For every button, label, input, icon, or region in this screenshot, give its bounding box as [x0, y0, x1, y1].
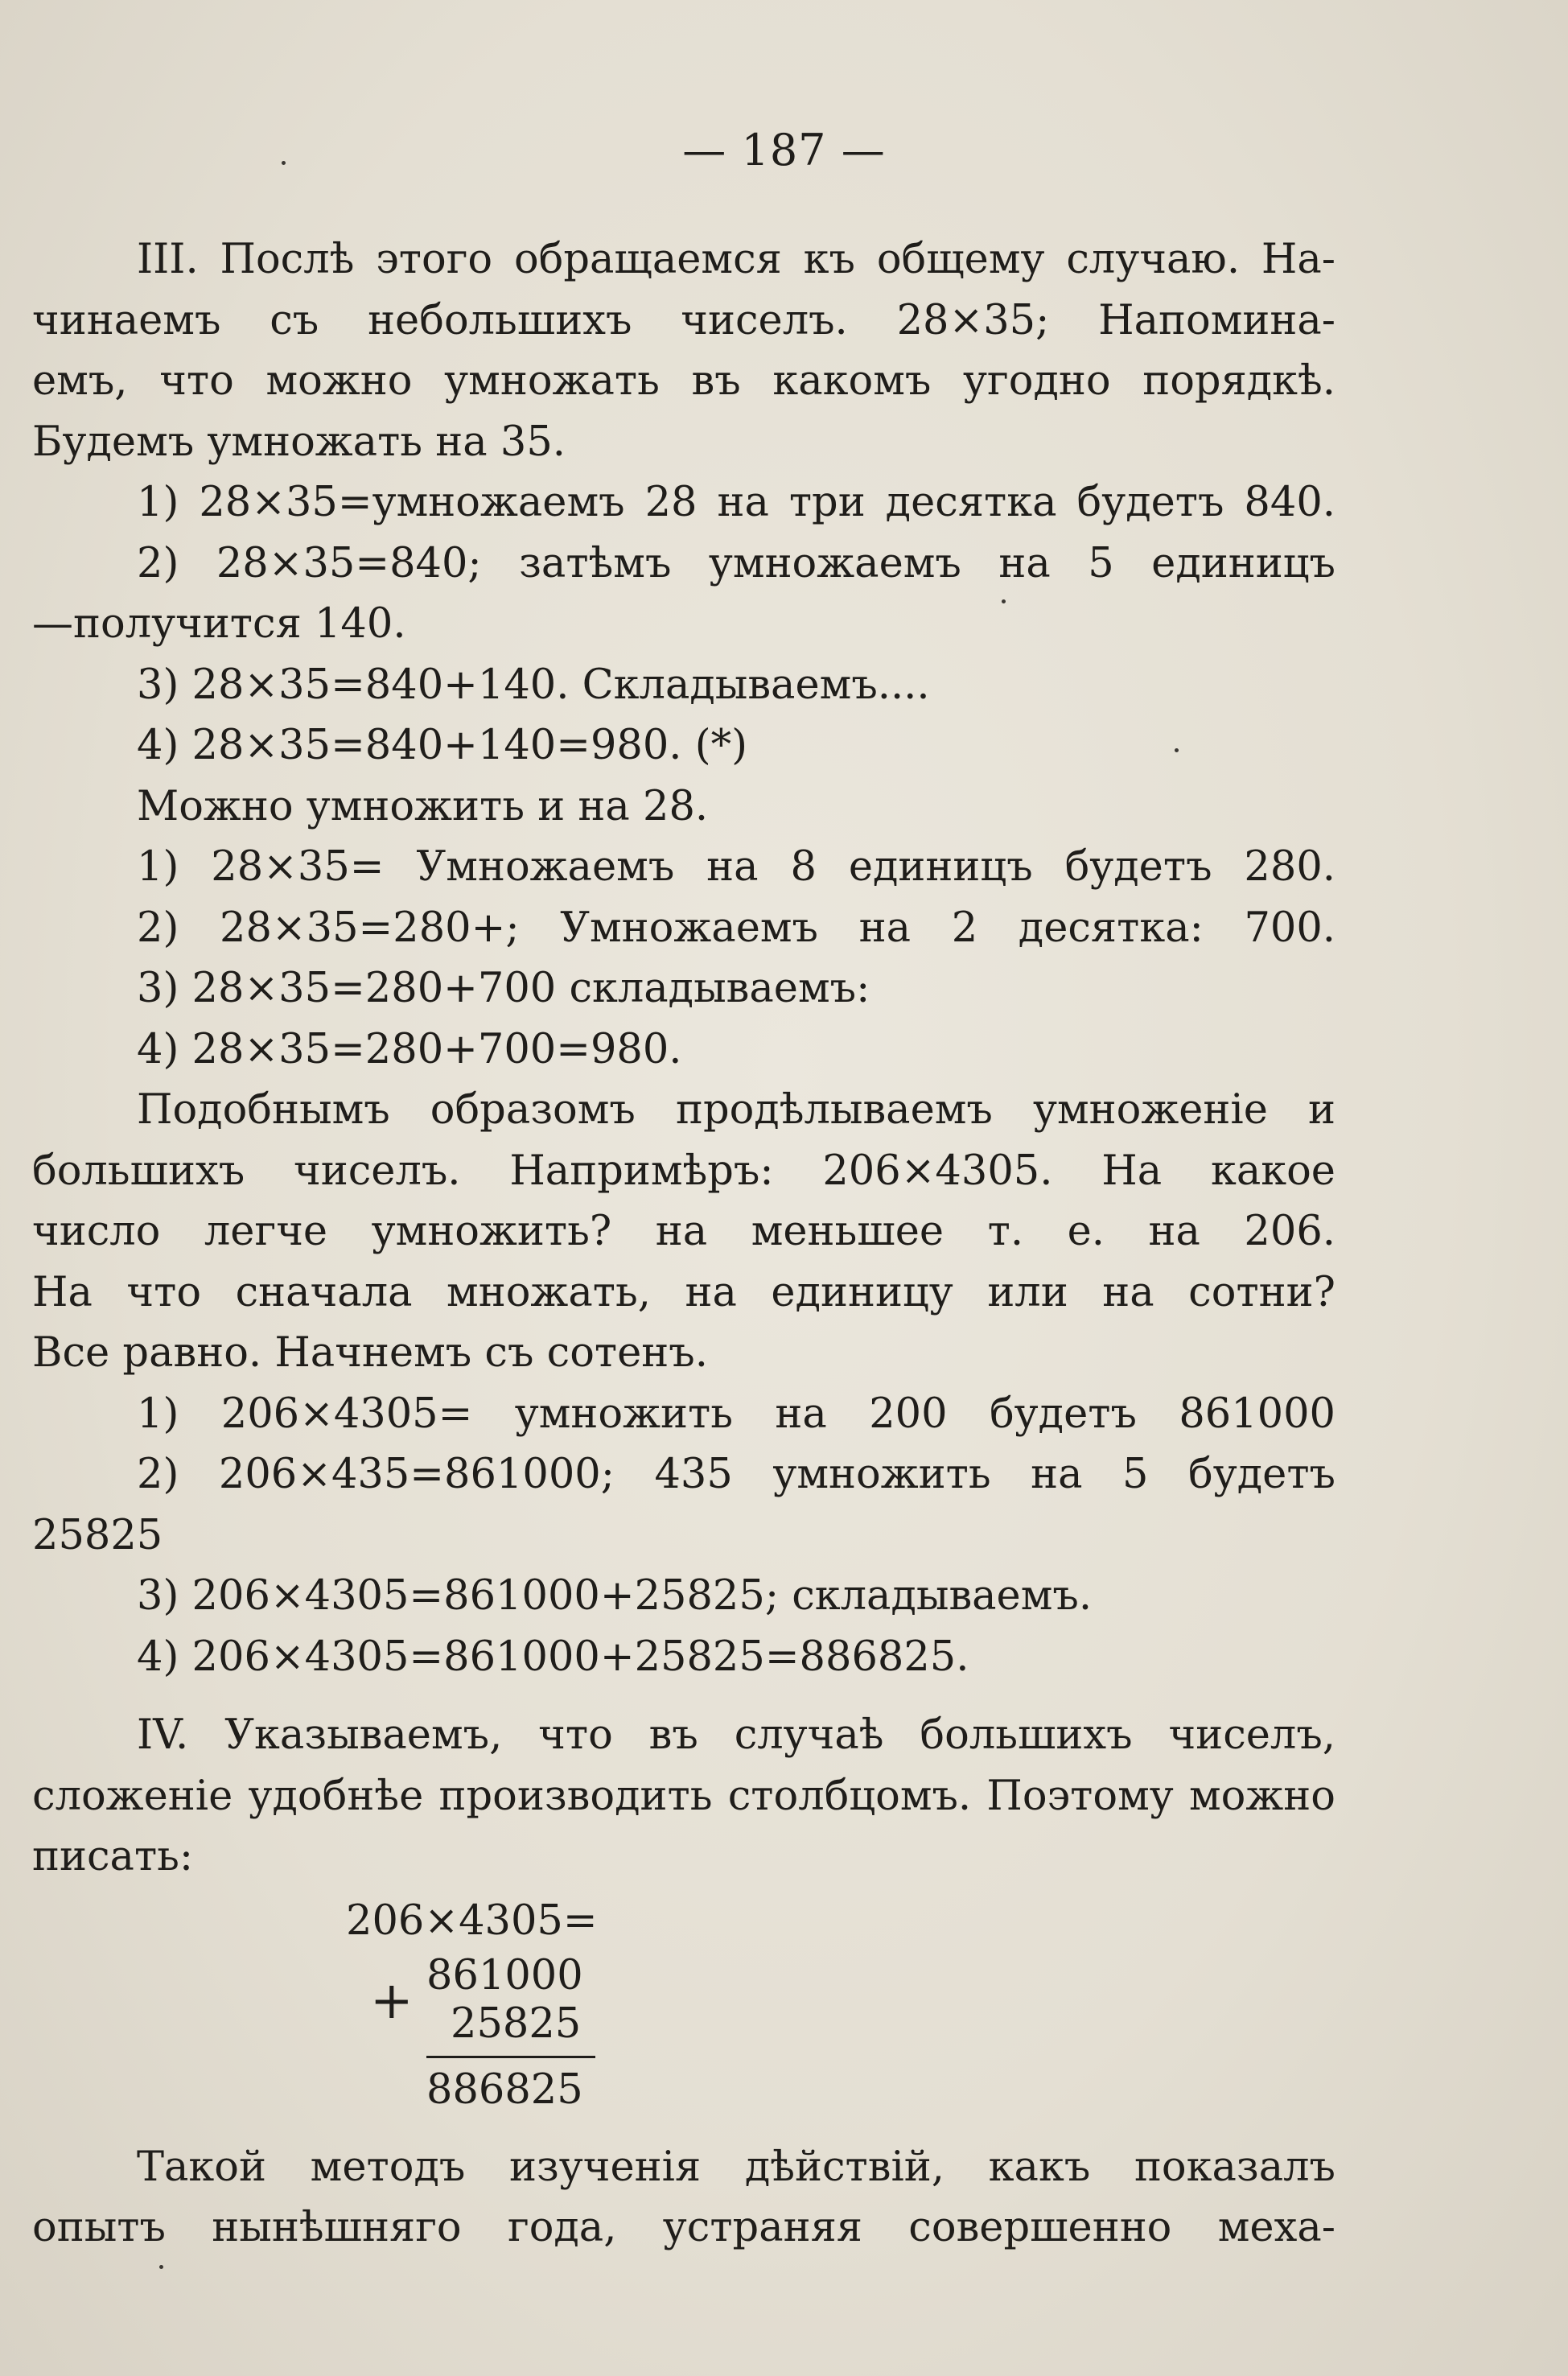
speck [1175, 748, 1179, 752]
speck [282, 161, 286, 165]
text-line: сложеніе удобнѣе производить столбцомъ. Поэтому можно [32, 1772, 1335, 1820]
text-line: —получится 140. [32, 600, 406, 648]
text-line: Подобнымъ образомъ продѣлываемъ умноженіе и [137, 1086, 1335, 1134]
text-line: На что сначала множать, на единицу или на сотни? [32, 1268, 1335, 1316]
column-addend: 861000 [426, 1951, 583, 1999]
text-line: Все равно. Начнемъ съ сотенъ. [32, 1329, 708, 1377]
text-line: IV. Указываемъ, что въ случаѣ большихъ чиселъ, [137, 1711, 1335, 1759]
equation-line: 1) 28×35=умножаемъ 28 на три десятка будетъ 840. [137, 479, 1335, 526]
body-text [32, 229, 1335, 2259]
equation-line: 2) 28×35=280+; Умножаемъ на 2 десятка: 700. [137, 904, 1335, 952]
equation-line: 3) 28×35=280+700 складываемъ: [137, 965, 870, 1012]
column-expression: 206×4305= [346, 1896, 598, 1945]
plus-sign: + [370, 1970, 414, 2031]
text-line: Будемъ умножать на 35. [32, 418, 566, 466]
text-line: 25825 [32, 1511, 163, 1559]
text-line: III. Послѣ этого обращаемся къ общему случаю. На- [137, 236, 1335, 283]
text-line: емъ, что можно умножать въ какомъ угодно порядкѣ. [32, 357, 1335, 405]
text-line: чинаемъ съ небольшихъ чиселъ. 28×35; Напомина- [32, 296, 1335, 344]
page-number: — 187 — [682, 125, 886, 175]
column-sum: 886825 [426, 2065, 583, 2114]
equation-line: 1) 28×35= Умножаемъ на 8 единицъ будетъ 280. [137, 843, 1335, 891]
equation-line: 3) 206×4305=861000+25825; складываемъ. [137, 1572, 1093, 1620]
sum-rule [426, 2056, 595, 2058]
column-addition [32, 1891, 1335, 2132]
column-addend: 25825 [451, 1999, 582, 2048]
equation-line: 4) 206×4305=861000+25825=886825. [137, 1633, 969, 1681]
text-line: опытъ нынѣшняго года, устраняя совершенно меха- [32, 2204, 1335, 2251]
speck [1002, 599, 1006, 603]
equation-line: 4) 28×35=280+700=980. [137, 1025, 682, 1073]
equation-line: 2) 206×435=861000; 435 умножить на 5 будетъ [137, 1451, 1335, 1498]
text-line: большихъ чиселъ. Напримѣръ: 206×4305. На какое [32, 1147, 1335, 1195]
equation-line: 4) 28×35=840+140=980. (*) [137, 722, 748, 769]
equation-line: 3) 28×35=840+140. Складываемъ.... [137, 661, 930, 709]
equation-line: 1) 206×4305= умножить на 200 будетъ 861000 [137, 1390, 1335, 1438]
text-line: писать: [32, 1833, 194, 1880]
text-line: число легче умножить? на меньшее т. е. на 206. [32, 1208, 1335, 1255]
equation-line: 2) 28×35=840; затѣмъ умножаемъ на 5 единицъ [137, 539, 1335, 587]
text-line: Такой методъ изученія дѣйствій, какъ показалъ [137, 2143, 1335, 2191]
speck [159, 2265, 163, 2269]
text-line: Можно умножить и на 28. [137, 782, 709, 830]
